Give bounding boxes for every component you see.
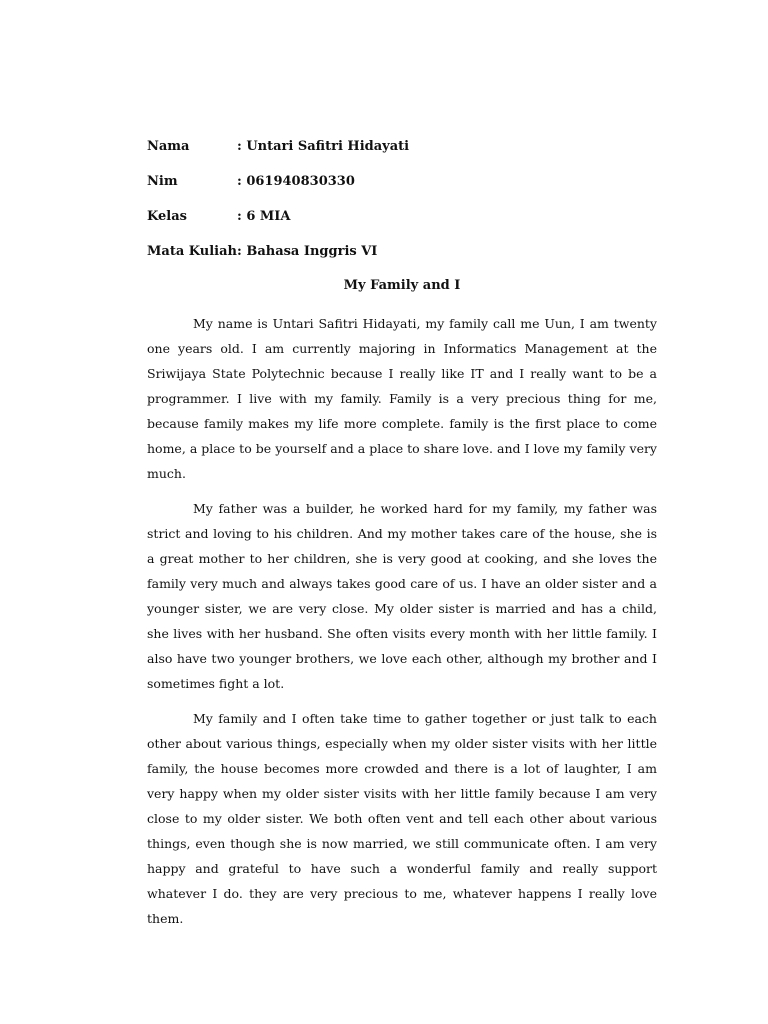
info-label: Nama (147, 139, 190, 154)
info-value: : Untari Safitri Hidayati (237, 139, 410, 154)
info-value: : 6 MIA (237, 209, 291, 224)
info-label: Kelas (147, 209, 187, 224)
info-row-nim (147, 172, 627, 207)
info-value: : Bahasa Inggris VI (237, 244, 378, 259)
student-info (147, 137, 627, 277)
info-label: Mata Kuliah (147, 244, 237, 259)
info-row-mata-kuliah (147, 242, 627, 277)
paragraph: My name is Untari Safitri Hidayati, my family call me Uun, I am twenty one years old. I am currently majoring in Informatics Management at the Sriwijaya State Polytechnic because I really like IT and I really want to be a programmer. I live with my family. Family is a very precious thing for me, because family makes my life more complete. family is the first place to come home, a place to be yourself and a place to share love. and I love my family very much. (147, 316, 657, 481)
document-body (147, 311, 657, 941)
info-value: : 061940830330 (237, 174, 355, 189)
paragraph: My family and I often take time to gather together or just talk to each other about various things, especially when my older sister visits with her little family, the house becomes more crowded and there is a lot of laughter, I am very happy when my older sister visits with her little family because I am very close to my older sister. We both often vent and tell each other about various things, even though she is now married, we still communicate often. I am very happy and grateful to have such a wonderful family and really support whatever I do. they are very precious to me, whatever happens I really love them. (147, 711, 657, 926)
info-row-kelas (147, 207, 627, 242)
paragraph: My father was a builder, he worked hard for my family, my father was strict and loving to his children. And my mother takes care of the house, she is a great mother to her children, she is very good at cooking, and she loves the family very much and always takes good care of us. I have an older sister and a younger sister, we are very close. My older sister is married and has a child, she lives with her husband. She often visits every month with her little family. I also have two younger brothers, we love each other, although my brother and I sometimes fight a lot. (147, 501, 657, 691)
info-row-nama (147, 137, 627, 172)
info-label: Nim (147, 174, 178, 189)
document-title: My Family and I (343, 278, 461, 293)
